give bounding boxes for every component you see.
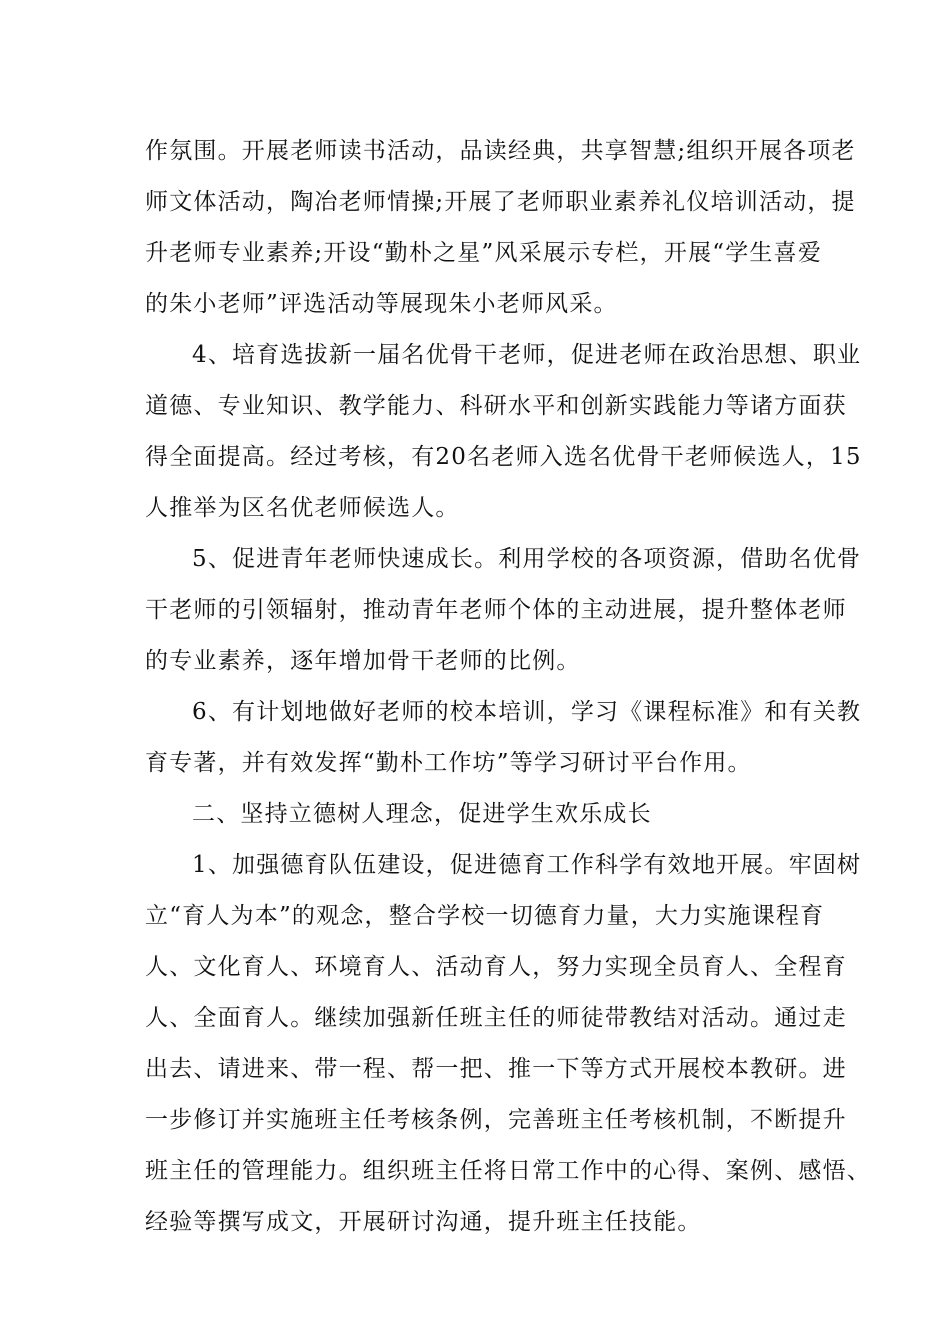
text-line: 干老师的引领辐射，推动青年老师个体的主动进展，提升整体老师: [145, 597, 847, 623]
text-line: 道德、专业知识、教学能力、科研水平和创新实践能力等诸方面获: [145, 393, 847, 419]
text-line: 一步修订并实施班主任考核条例，完善班主任考核机制，不断提升: [145, 1107, 847, 1133]
text-line: 4、培育选拔新一届名优骨干老师，促进老师在政治思想、职业: [192, 342, 862, 368]
text-line: 育专著，并有效发挥“勤朴工作坊”等学习研讨平台作用。: [145, 750, 752, 776]
text-line: 班主任的管理能力。组织班主任将日常工作中的心得、案例、感悟、: [145, 1158, 871, 1184]
text-line: 师文体活动，陶冶老师情操;开展了老师职业素养礼仪培训活动，提: [145, 189, 856, 215]
section-heading: 二、坚持立德树人理念，促进学生欢乐成长: [192, 801, 652, 827]
text-line: 人、文化育人、环境育人、活动育人，努力实现全员育人、全程育: [145, 954, 847, 980]
text-line: 1、加强德育队伍建设，促进德育工作科学有效地开展。牢固树: [192, 852, 862, 878]
text-line: 的朱小老师”评选活动等展现朱小老师风采。: [145, 291, 618, 317]
text-line: 的专业素养，逐年增加骨干老师的比例。: [145, 648, 581, 674]
text-line: 5、促进青年老师快速成长。利用学校的各项资源，借助名优骨: [192, 546, 862, 572]
text-line: 人推举为区名优老师候选人。: [145, 495, 460, 521]
text-line: 得全面提高。经过考核，有20名老师入选名优骨干老师候选人，15: [145, 444, 862, 470]
text-line: 出去、请进来、带一程、帮一把、推一下等方式开展校本教研。进: [145, 1056, 847, 1082]
text-line: 经验等撰写成文，开展研讨沟通，提升班主任技能。: [145, 1209, 702, 1235]
text-line: 立“育人为本”的观念，整合学校一切德育力量，大力实施课程育: [145, 903, 825, 929]
text-line: 作氛围。开展老师读书活动，品读经典，共享智慧;组织开展各项老: [145, 138, 856, 164]
text-line: 人、全面育人。继续加强新任班主任的师徒带教结对活动。通过走: [145, 1005, 847, 1031]
text-line: 6、有计划地做好老师的校本培训，学习《课程标准》和有关教: [192, 699, 862, 725]
text-line: 升老师专业素养;开设“勤朴之星”风采展示专栏，开展“学生喜爱: [145, 240, 823, 266]
